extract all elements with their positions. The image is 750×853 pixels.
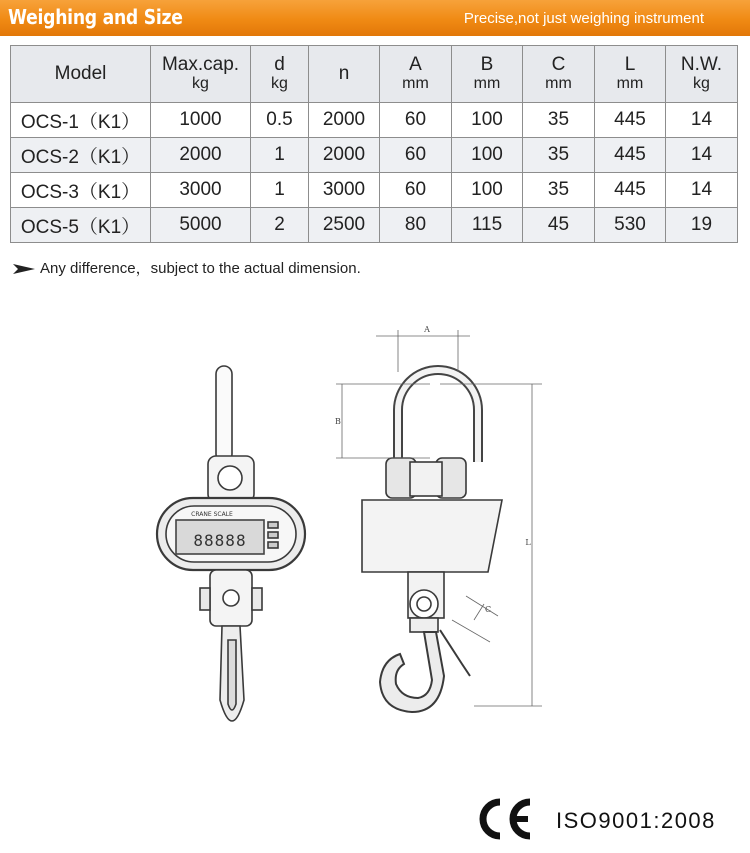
crane-scale-front-view — [157, 366, 305, 721]
cell-l: 445 — [595, 173, 666, 208]
spec-table — [10, 45, 738, 243]
header-d: d kg — [251, 46, 309, 103]
cell-b: 100 — [452, 138, 523, 173]
table-row — [11, 138, 738, 173]
cell-b: 100 — [452, 173, 523, 208]
table-row — [11, 208, 738, 243]
crane-scale-drawings — [0, 300, 750, 740]
display-caption: CRANE SCALE — [191, 511, 233, 518]
banner-slogan: Precise,not just weighing instrument — [463, 10, 704, 27]
cell-max-cap: 1000 — [151, 103, 251, 138]
arrow-right-icon — [12, 263, 36, 275]
cell-a: 60 — [380, 103, 452, 138]
dimension-a-label: A — [424, 325, 430, 334]
cell-nw: 19 — [666, 208, 738, 243]
cell-max-cap: 3000 — [151, 173, 251, 208]
dimension-l-label: L — [525, 538, 531, 547]
header-a: A mm — [380, 46, 452, 103]
cell-c: 45 — [523, 208, 595, 243]
cell-d: 2 — [251, 208, 309, 243]
cell-d: 0.5 — [251, 103, 309, 138]
header-l: L mm — [595, 46, 666, 103]
cell-n: 3000 — [309, 173, 380, 208]
header-max-cap: Max.cap. kg — [151, 46, 251, 103]
dimension-c-label: C — [484, 605, 492, 614]
cell-l: 445 — [595, 103, 666, 138]
cell-b: 100 — [452, 103, 523, 138]
cell-a: 60 — [380, 173, 452, 208]
ce-mark-icon — [474, 797, 534, 841]
cell-max-cap: 2000 — [151, 138, 251, 173]
display-digits: 88888 — [193, 531, 247, 550]
cell-l: 530 — [595, 208, 666, 243]
cell-c: 35 — [523, 173, 595, 208]
dimension-b-label: B — [335, 417, 341, 426]
banner-title: Weighing and Size — [8, 5, 183, 29]
cell-model: OCS-2（K1） — [11, 138, 151, 173]
iso-certification: ISO9001:2008 — [556, 808, 716, 833]
cell-d: 1 — [251, 173, 309, 208]
cell-n: 2500 — [309, 208, 380, 243]
cell-nw: 14 — [666, 173, 738, 208]
dimension-note — [12, 257, 361, 278]
cell-n: 2000 — [309, 103, 380, 138]
header-c: C mm — [523, 46, 595, 103]
cell-a: 80 — [380, 208, 452, 243]
header-banner — [0, 0, 750, 36]
cell-l: 445 — [595, 138, 666, 173]
cell-b: 115 — [452, 208, 523, 243]
cell-d: 1 — [251, 138, 309, 173]
header-nw: N.W. kg — [666, 46, 738, 103]
note-text: Any difference，subject to the actual dimension. — [40, 260, 361, 277]
table-row — [11, 103, 738, 138]
cell-model: OCS-3（K1） — [11, 173, 151, 208]
cell-c: 35 — [523, 103, 595, 138]
crane-scale-side-view — [362, 370, 502, 712]
cell-model: OCS-5（K1） — [11, 208, 151, 243]
header-b: B mm — [452, 46, 523, 103]
table-row — [11, 173, 738, 208]
header-model: Model — [11, 46, 151, 103]
cell-c: 35 — [523, 138, 595, 173]
cell-model: OCS-1（K1） — [11, 103, 151, 138]
cell-nw: 14 — [666, 138, 738, 173]
cell-nw: 14 — [666, 103, 738, 138]
header-n: n — [309, 46, 380, 103]
cell-n: 2000 — [309, 138, 380, 173]
table-header-row — [11, 46, 738, 103]
cell-a: 60 — [380, 138, 452, 173]
cell-max-cap: 5000 — [151, 208, 251, 243]
